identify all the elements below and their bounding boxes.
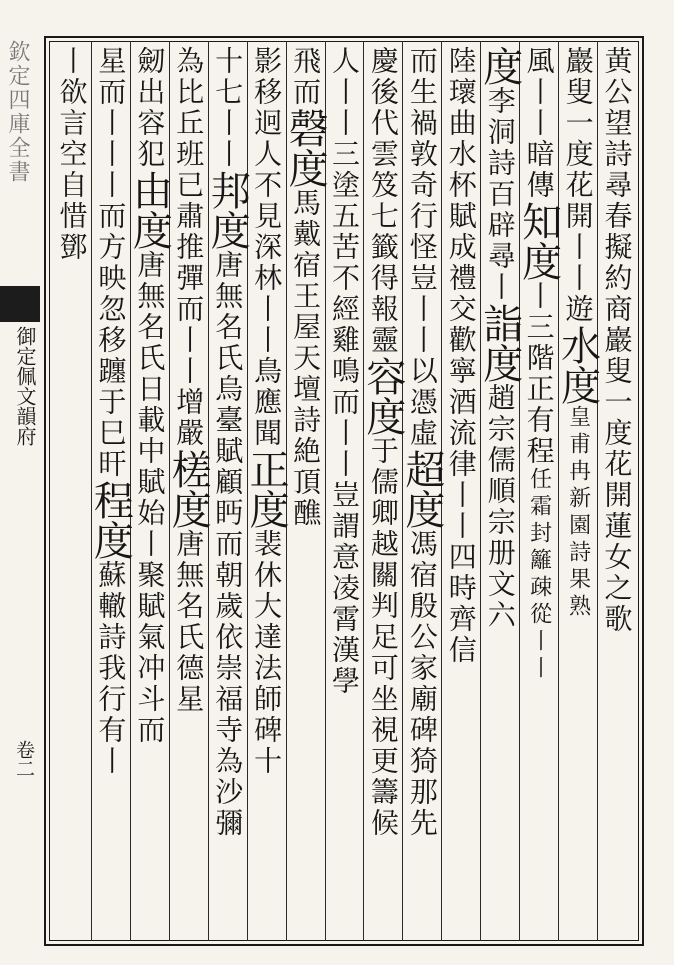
column-text: 丨欲言空自惜鄧 xyxy=(55,46,89,263)
column-text: 人丨丨三塗五苦不經 xyxy=(328,46,361,325)
column-text: 唐無名氏德星 xyxy=(172,529,206,715)
text-column xyxy=(398,46,445,936)
entry-headword: 水度 xyxy=(554,325,601,405)
text-column xyxy=(324,46,364,936)
column-text: 丨三階正有程 xyxy=(522,281,556,467)
fish-tail-mark xyxy=(0,286,40,322)
entry-headword: 程度 xyxy=(87,480,134,560)
column-text: 丨而方映忽移躔于巳旰 xyxy=(94,170,128,480)
margin-book-title: 御定佩文韻府 xyxy=(13,326,37,446)
column-text: 于儒卿越關判足可坐視更籌候 xyxy=(366,436,400,839)
column-text: 劒出容犯 xyxy=(133,46,167,170)
entry-headword: 正度 xyxy=(243,449,290,529)
column-text: 班已肅推彈而丨丨增嚴 xyxy=(172,139,206,449)
text-column xyxy=(441,46,481,936)
entry-headword: 知度 xyxy=(515,201,562,281)
margin-series-title: 欽定四庫全書 xyxy=(5,40,30,184)
entry-headword: 詣度 xyxy=(476,303,523,383)
column-text: 慶後代雲笈七籤得報靈 xyxy=(366,46,400,356)
column-text: 歲依崇福寺為沙彌 xyxy=(211,591,245,839)
column-text: 而生禍敦奇行怪豈丨丨以憑虛 xyxy=(405,46,439,449)
column-text: 聚賦氣冲斗而 xyxy=(133,560,167,746)
column-text: 蓮女之歌 xyxy=(600,511,634,635)
annotation-text: 任霜封籬疎從丨丨 xyxy=(526,467,552,683)
entry-headword: 超度 xyxy=(398,449,445,529)
column-text: 唐無名氏烏臺賦顧眄而朝 xyxy=(211,250,245,591)
text-column xyxy=(204,46,251,936)
column-text: 唐無名氏日載中賦始丨 xyxy=(133,250,167,560)
text-column xyxy=(476,46,523,936)
column-text: 雞鳴而丨丨豈謂意凌霄漢學 xyxy=(328,325,361,697)
text-column xyxy=(243,46,290,936)
text-column xyxy=(359,46,406,936)
text-column xyxy=(554,46,601,936)
column-text: 星而丨丨 xyxy=(94,46,128,170)
entry-headword: 度 xyxy=(476,46,523,86)
page-margin xyxy=(0,0,44,965)
text-column xyxy=(51,46,91,936)
column-text: 十七丨丨 xyxy=(211,46,245,170)
column-text: 為比丘 xyxy=(172,46,206,139)
column-text: 陸瓌曲水杯賦成禮交歡寧酒流 xyxy=(444,46,478,449)
entry-headword: 槎度 xyxy=(165,449,212,529)
text-column xyxy=(165,46,212,936)
column-text: 蘇轍詩我行有丨 xyxy=(94,560,128,777)
entry-headword: 容度 xyxy=(359,356,406,436)
text-column xyxy=(597,46,637,936)
column-text: 影移 xyxy=(250,46,284,108)
text-column xyxy=(126,46,173,936)
column-text: 裴休大達法師碑十 xyxy=(250,529,284,777)
column-text: 趙宗儒順宗册文六 xyxy=(483,383,517,631)
annotation-text: 皇甫冉新園詩果熟 xyxy=(565,405,591,621)
column-text: 黄公望詩尋春擬約商巖叟一度花開 xyxy=(600,46,634,511)
column-text: 馬戴宿王屋天壇詩絶頂醮 xyxy=(289,188,323,529)
column-text: 李洞詩百辟尋丨 xyxy=(483,86,517,303)
entry-headword: 由度 xyxy=(126,170,173,250)
margin-page-number: 卷二 xyxy=(13,740,35,778)
column-text: 律丨丨四時齊信 xyxy=(444,449,478,666)
text-column xyxy=(515,46,562,936)
text-column xyxy=(87,46,134,936)
entry-headword: 邦度 xyxy=(204,170,251,250)
column-text: 巖叟一度花開丨丨遊 xyxy=(561,46,595,325)
column-text: 飛而 xyxy=(289,46,323,108)
entry-headword: 磬度 xyxy=(282,108,329,188)
column-text: 馮宿殷公家廟碑猗那先 xyxy=(405,529,439,839)
column-text: 風丨丨暗傳 xyxy=(522,46,556,201)
column-text: 迥人不見深林丨丨鳥應聞 xyxy=(250,108,284,449)
text-column xyxy=(282,46,329,936)
